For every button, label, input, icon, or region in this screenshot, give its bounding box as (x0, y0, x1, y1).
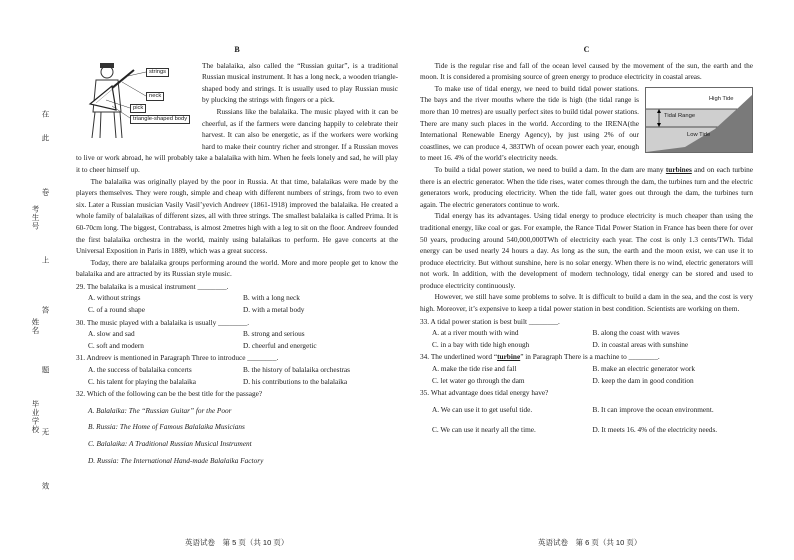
option: A. without strings (88, 293, 141, 303)
option: C. his talent for playing the balalaika (88, 376, 197, 386)
question-34: 34. The underlined word “turbine” in Paragraph There is a machine to ________. (420, 352, 660, 362)
strings-label: strings (146, 68, 169, 77)
option: C. soft and modern (88, 340, 144, 350)
option: B. It can improve the ocean environment. (592, 404, 714, 414)
cut-char: 卷 (41, 188, 50, 197)
option: A. Balalaika: The “Russian Guitar” for the Poor (88, 405, 232, 415)
tidal-range-label: Tidal Range (664, 112, 696, 119)
paragraph-2: To make use of tidal energy, we need to build tidal power stations. The bays and the river mouths where the tide is high (the tidal range is more than 10 metres) are usually perfect sites to build tidal power stations. There are many such places in the world. According to the IRENA(the International Renewable Energy Agency), by just using 2% of our coastlines, we can produce 4, 383TWh of ocean power each year, enough to meet 16. 4% of the world’s electricity needs. (420, 83, 639, 163)
question-35-options (420, 404, 753, 436)
question-32: 32. Which of the following can be the best title for the passage? (76, 389, 263, 399)
body-label: triangle-shaped body (130, 115, 190, 124)
question-35: 35. What advantage does tidal energy have? (420, 388, 549, 398)
option: D. with a metal body (243, 305, 305, 315)
paragraph-3: The balalaika was originally played by the poor in Russia. At that time, balalaikas were made by the players themselves. They were rough, simple and cheap with different numbers of strings, from two to even six. Later a Russian musician Vasily Vasil’yevich Andreev (1861-1918) improved the balalaika. He created a whole family of balalaikas of different sizes, all with three strings. The smallest balalaika is called Prima. It is 60-70cm long. The biggest, Contrabass, is almost 2metres high with a leg to sit on the floor. Andreev founded the first balalaika orchestra in the world, mainly using balalaikas to perform. He gave concerts at the Universal Exposition in Paris in 1889, which was a great success. (76, 176, 398, 256)
balalaika-player-illustration (76, 60, 194, 140)
cut-char: 效 (41, 482, 50, 491)
left-page (76, 44, 398, 471)
option: D. in coastal areas with sunshine (592, 339, 689, 349)
pick-label: pick (130, 104, 146, 113)
binding-margin (0, 0, 52, 560)
paragraph-3: To build a tidal power station, we need to build a dam. In the dam are many turbines and on each turbine there is an electric generator. When the tide rises, water comes through the dam, the turbines turn and the electric generators work, producing electricity. When the tide fall, water goes out through the dam, the turbines turn again. The electric generators continue to work. (420, 164, 753, 209)
underlined-word-turbines: turbines (665, 164, 692, 174)
tidal-range-diagram (645, 87, 753, 153)
option: D. It meets 16. 4% of the electricity needs. (592, 425, 718, 435)
option: B. strong and serious (243, 329, 305, 339)
balalaika-figure (76, 60, 194, 140)
question-31: 31. Andreev is mentioned in Paragraph Three to introduce ________. (76, 353, 279, 363)
option: A. We can use it to get useful tide. (432, 404, 533, 414)
underlined-word-turbine: turbine (497, 352, 521, 362)
left-page-footer: 英语试卷 第 5 页（共 10 页） (185, 538, 289, 547)
option: B. along the coast with waves (592, 328, 680, 338)
option: B. the history of balalaika orchestras (243, 365, 350, 375)
option: A. at a river mouth with wind (432, 328, 519, 338)
section-b-heading: B (234, 45, 240, 54)
option: A. the success of balalaika concerts (88, 365, 192, 375)
question-34-options (420, 363, 753, 386)
cut-char: 上 (41, 256, 50, 265)
name-label: 姓名 (31, 318, 40, 335)
paragraph-1: Tide is the regular rise and fall of the ocean level caused by the movement of the sun, the earth and the moon. It is considered a promising source of green energy to produce electricity in coastal areas. (420, 60, 753, 82)
option: B. with a long neck (243, 293, 300, 303)
cut-char: 无 (41, 428, 50, 437)
option: D. his contributions to the balalaika (243, 376, 348, 386)
school-label: 毕业学校 (31, 400, 40, 434)
paragraph-5: However, we still have some problems to solve. It is difficult to build a dam in the sea, and the cost is very high. Moreover, it’s expensive to keep a tidal power station in best condition. Scientists are working on them. (420, 292, 753, 314)
option: B. Russia: The Home of Famous Balalaika Musicians (88, 422, 245, 432)
question-29-options (76, 292, 398, 315)
option: A. slow and sad (88, 329, 135, 339)
paragraph-1: The balalaika, also called the “Russian guitar”, is a traditional Russian musical instrument. It has a long neck, a wooden triangle-shaped body and strings. It is usually used to play Russian music by plucking the strings with fingers or a pick. (202, 60, 398, 105)
option: C. in a bay with tide high enough (432, 339, 530, 349)
option: C. let water go through the dam (432, 375, 525, 385)
high-tide-label: High Tide (709, 95, 734, 102)
candidate-number-label: 考生号 (31, 205, 40, 231)
question-33: 33. A tidal power station is best built ________. (420, 316, 560, 326)
option: D. keep the dam in good condition (592, 375, 694, 385)
paragraph-4: Today, there are balalaika groups performing around the world. More and more people get to know the balalaika and are attracted by its Russian style music. (76, 257, 398, 279)
question-32-options (76, 405, 398, 466)
right-page (420, 44, 753, 436)
section-c-heading: C (583, 45, 590, 54)
cut-char: 题 (41, 366, 50, 375)
paragraph-4: Tidal energy has its advantages. Using tidal energy to produce electricity is much cheaper than using the traditional energy, like coal or gas. For example, the Rance Tidal Power Station in France has been there for over 50 years, producing around 540,000,000TWh of electricity each year. The cost is only 1.3 cents/TWh. Tidal energy can be used nearly 24 hours a day. As long as the sun, the earth and the moon exist, we can use it to produce electricity. But without sunshine, here is no solar energy. When there is no wind, electric generators will not work. In addition, with the development of modern technology, tidal energy can be stored and used to produce electricity continuously. (420, 211, 753, 290)
option: C. We can use it nearly all the time. (432, 425, 536, 435)
question-31-options (76, 364, 398, 387)
cut-char: 在 (41, 110, 50, 119)
option: C. of a round shape (88, 305, 145, 315)
right-page-footer: 英语试卷 第 6 页（共 10 页） (538, 538, 642, 547)
cut-char: 答 (41, 306, 50, 315)
option: D. cheerful and energetic (243, 340, 317, 350)
option: D. Russia: The International Hand-made Balalaika Factory (88, 455, 264, 465)
option: B. make an electric generator work (592, 364, 696, 374)
neck-label: neck (146, 92, 164, 101)
question-29: 29. The balalaika is a musical instrument ________. (76, 281, 229, 291)
cut-char: 此 (41, 134, 50, 143)
low-tide-label: Low Tide (687, 131, 711, 138)
option: A. make the tide rise and fall (432, 364, 517, 374)
tide-figure (645, 87, 753, 153)
paragraph-2: Russians like the balalaika. The music played with it can be cheerful, as if the farmers were dancing happily to celebrate their harvest. It can also be energetic, as if the workers were working hard to make their country richer and stronger. If a Russian moves to live or work abroad, he will probably take a balalaika with him. When he feels lonely and sad, he will play it to cheer himself up. (76, 106, 398, 174)
question-30-options (76, 328, 398, 351)
question-33-options (420, 327, 753, 350)
option: C. Balalaika: A Traditional Russian Musical Instrument (88, 439, 252, 448)
question-30: 30. The music played with a balalaika is usually ________. (76, 317, 250, 327)
